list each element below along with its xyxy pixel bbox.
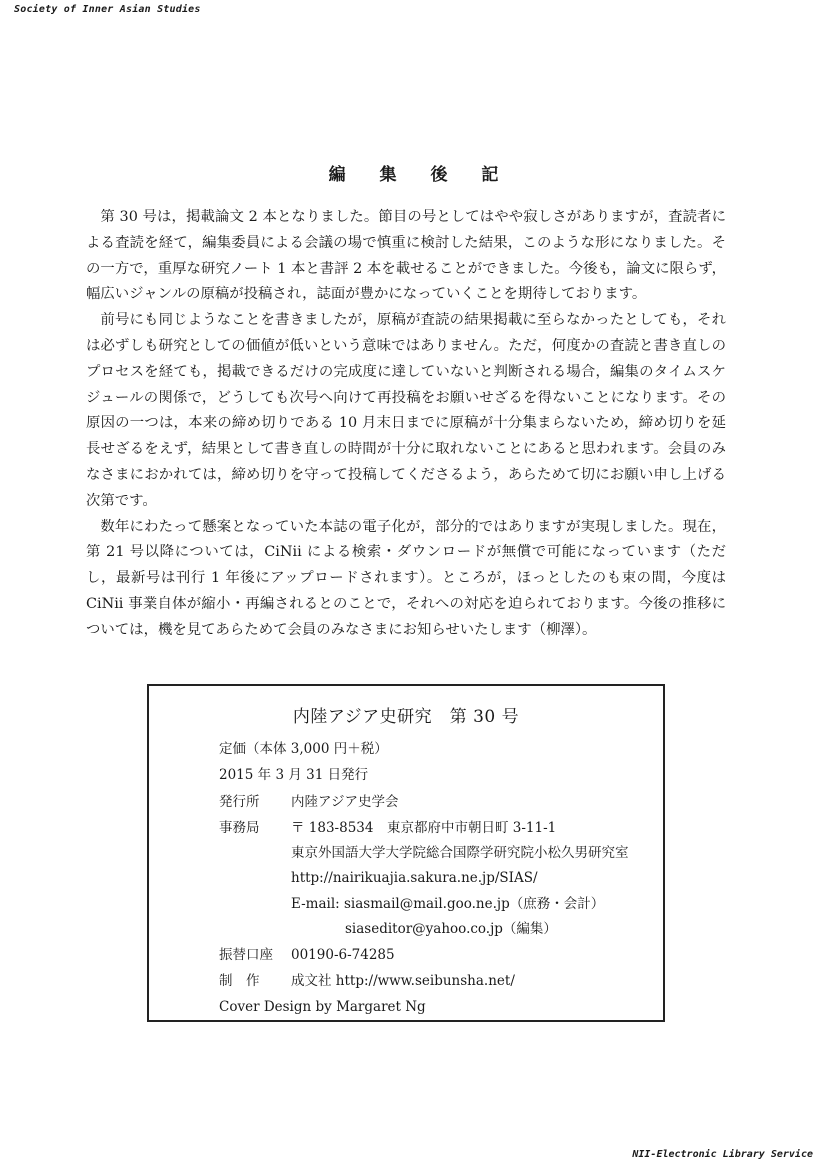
transfer-account: 00190-6-74285 [291, 947, 395, 963]
publisher-label: 発行所 [219, 794, 260, 810]
website-link[interactable]: http://nairikuajia.sakura.ne.jp/SIAS/ [291, 870, 538, 886]
journal-title: 内陸アジア史研究 第 30 号 [292, 707, 520, 727]
source-header: Society of Inner Asian Studies [14, 4, 201, 15]
paragraph: 数年にわたって懸案となっていた本誌の電子化が，部分的ではありますが実現しました。現在，第 21 号以降については，CiNii による検索・ダウンロードが無償で可能になっています（ただし，最新号は刊行 1 年後にアップロードされます）。ところが，ほっとしたのも束の間，今度は CiNii 事業自体が縮小・再編されるとのことで，それへの対応を迫られております。今後の推移については，機を見てあらためて会員のみなさまにお知らせいたします（柳澤）。 [86, 518, 726, 638]
office-label: 事務局 [219, 820, 260, 836]
production-label: 制 作 [219, 973, 260, 989]
office-name: 東京外国語大学大学院総合国際学研究院小松久男研究室 [291, 845, 629, 861]
transfer-label: 振替口座 [219, 947, 273, 963]
publication-date: 2015 年 3 月 31 日発行 [219, 767, 369, 783]
email-general[interactable]: E-mail: siasmail@mail.goo.ne.jp（庶務・会計） [291, 896, 605, 912]
price: 定価（本体 3,000 円＋税） [219, 741, 388, 757]
production-info: 成文社 http://www.seibunsha.net/ [291, 973, 515, 989]
library-footer: NII-Electronic Library Service [632, 1149, 813, 1160]
email-editor[interactable]: siaseditor@yahoo.co.jp（編集） [345, 921, 557, 937]
editorial-body [86, 205, 726, 644]
colophon-box [147, 684, 665, 1022]
paragraph: 第 30 号は，掲載論文 2 本となりました。節目の号としてはやや寂しさがありますが，査読者による査読を経て，編集委員による会議の場で慎重に検討した結果，このような形になりました。その一方で，重厚な研究ノート 1 本と書評 2 本を載せることができました。今後も，論文に限らず，幅広いジャンルの原稿が投稿され，誌面が豊かになっていくことを期待しております。 [86, 209, 726, 303]
publisher-name: 内陸アジア史学会 [291, 794, 399, 810]
paragraph: 前号にも同じようなことを書きましたが，原稿が査読の結果掲載に至らなかったとしても，それは必ずしも研究としての価値が低いという意味ではありません。ただ，何度かの査読と書き直しのプロセスを経ても，掲載できるだけの完成度に達していないと判断される場合，編集のタイムスケジュールの関係で，どうしても次号へ向けて再投稿をお願いせざるを得ないことになります。その原因の一つは，本来の締め切りである 10 月末日までに原稿が十分集まらないため，締め切りを延長せざるをえず，結果として書き直しの時間が十分に取れないことにあると思われます。会員のみなさまにおかれては，締め切りを守って投稿してくださるよう，あらためて切にお願い申し上げる次第です。 [86, 312, 726, 509]
page-title: 編 集 後 記 [328, 165, 513, 185]
office-address: 〒 183-8534 東京都府中市朝日町 3-11-1 [291, 820, 557, 836]
cover-design: Cover Design by Margaret Ng [219, 999, 426, 1015]
